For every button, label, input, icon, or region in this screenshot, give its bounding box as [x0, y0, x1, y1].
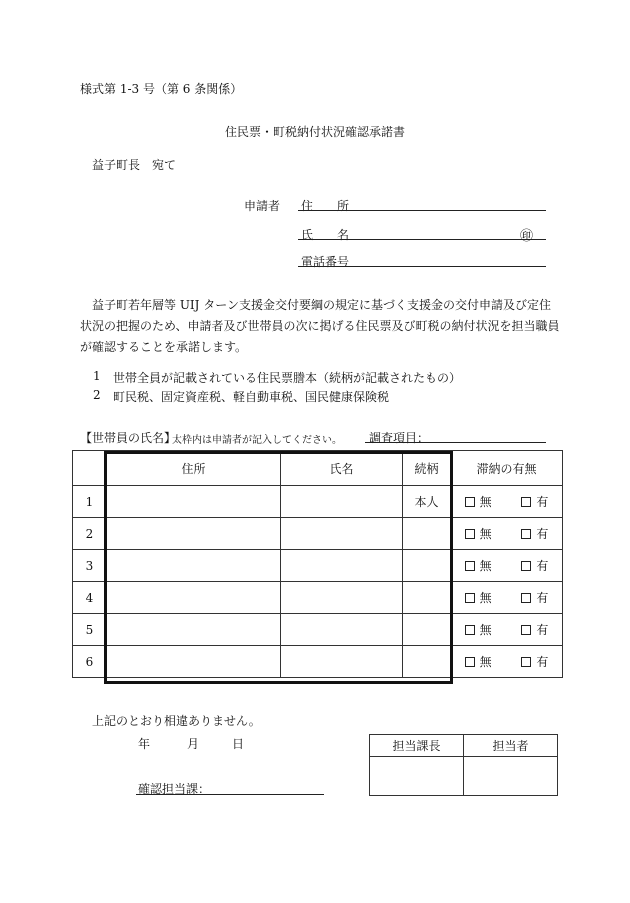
exists-label: 有 — [536, 495, 549, 509]
survey-label: 調査項目： — [369, 431, 430, 445]
relation-cell[interactable] — [403, 582, 451, 614]
name-cell[interactable] — [281, 646, 403, 678]
exists-checkbox[interactable] — [521, 657, 531, 667]
table-row — [73, 550, 563, 582]
exists-checkbox[interactable] — [521, 625, 531, 635]
applicant-label: 申請者 — [244, 199, 281, 213]
name-field[interactable] — [298, 239, 546, 240]
none-checkbox[interactable] — [465, 529, 475, 539]
address-cell[interactable] — [107, 518, 281, 550]
name-cell[interactable] — [281, 486, 403, 518]
exists-label: 有 — [536, 559, 549, 573]
address-field[interactable] — [298, 210, 546, 211]
addressee: 益子町長 宛て — [92, 158, 177, 172]
none-label: 無 — [479, 655, 492, 669]
none-checkbox[interactable] — [465, 657, 475, 667]
form-number: 様式第 1-3 号（第 6 条関係） — [80, 82, 243, 96]
none-checkbox[interactable] — [465, 561, 475, 571]
row-number: 4 — [73, 582, 107, 614]
none-label: 無 — [479, 559, 492, 573]
address-label: 住 所 — [301, 199, 350, 213]
name-cell[interactable] — [281, 550, 403, 582]
row-number: 1 — [73, 486, 107, 518]
row-number: 2 — [73, 518, 107, 550]
survey-field[interactable] — [365, 442, 546, 443]
header-name: 氏名 — [281, 451, 403, 486]
relation-cell[interactable] — [403, 550, 451, 582]
arrears-cell — [451, 550, 563, 582]
row-number: 3 — [73, 550, 107, 582]
exists-label: 有 — [536, 623, 549, 637]
table-row — [73, 614, 563, 646]
arrears-cell — [451, 646, 563, 678]
relation-cell[interactable] — [403, 518, 451, 550]
person-in-charge-stamp-cell[interactable] — [464, 757, 558, 796]
year-label: 年 — [138, 737, 151, 751]
item-1-number: 1 — [93, 369, 101, 383]
table-row — [73, 486, 563, 518]
table-header-row — [73, 451, 563, 486]
none-checkbox[interactable] — [465, 497, 475, 507]
item-2-number: 2 — [93, 388, 101, 402]
address-cell[interactable] — [107, 614, 281, 646]
consent-text: 益子町若年層等 UIJ ターン支援金交付要綱の規定に基づく支援金の交付申請及び定住状況の把握のため、申請者及び世帯員の次に掲げる住民票及び町税の納付状況を担当職員が確認することを承諾します。 — [80, 298, 560, 354]
none-label: 無 — [479, 527, 492, 541]
household-table — [72, 450, 563, 678]
household-note: 太枠内は申請者が記入してください。 — [172, 435, 342, 446]
confirmation-text: 上記のとおり相違ありません。 — [92, 714, 261, 728]
none-checkbox[interactable] — [465, 625, 475, 635]
relation-cell[interactable] — [403, 646, 451, 678]
exists-checkbox[interactable] — [521, 593, 531, 603]
header-arrears: 滞納の有無 — [451, 451, 563, 486]
confirm-dept-label: 確認担当課： — [138, 782, 211, 796]
day-label: 日 — [232, 737, 245, 751]
none-label: 無 — [479, 623, 492, 637]
exists-checkbox[interactable] — [521, 529, 531, 539]
exists-checkbox[interactable] — [521, 497, 531, 507]
exists-label: 有 — [536, 655, 549, 669]
address-cell[interactable] — [107, 582, 281, 614]
row-number: 5 — [73, 614, 107, 646]
table-row — [73, 518, 563, 550]
phone-label: 電話番号 — [301, 255, 350, 269]
arrears-cell — [451, 486, 563, 518]
address-cell[interactable] — [107, 646, 281, 678]
section-chief-header: 担当課長 — [370, 735, 464, 757]
item-1-text: 世帯全員が記載されている住民票謄本（続柄が記載されたもの） — [113, 371, 462, 385]
header-relation: 続柄 — [403, 451, 451, 486]
name-cell[interactable] — [281, 518, 403, 550]
arrears-cell — [451, 614, 563, 646]
phone-field[interactable] — [298, 266, 546, 267]
header-number-cell — [73, 451, 107, 486]
arrears-cell — [451, 518, 563, 550]
confirm-dept-field[interactable] — [136, 794, 324, 795]
address-cell[interactable] — [107, 486, 281, 518]
exists-label: 有 — [536, 527, 549, 541]
month-label: 月 — [187, 737, 200, 751]
table-row — [73, 582, 563, 614]
row-number: 6 — [73, 646, 107, 678]
seal-mark: ㊞ — [520, 229, 534, 244]
relation-cell[interactable] — [403, 614, 451, 646]
header-address: 住所 — [107, 451, 281, 486]
table-row — [73, 646, 563, 678]
page-title: 住民票・町税納付状況確認承諾書 — [224, 125, 405, 139]
none-checkbox[interactable] — [465, 593, 475, 603]
household-heading: 【世帯員の氏名】 — [80, 431, 177, 445]
address-cell[interactable] — [107, 550, 281, 582]
section-chief-stamp-cell[interactable] — [370, 757, 464, 796]
arrears-cell — [451, 582, 563, 614]
name-label: 氏 名 — [301, 228, 350, 242]
person-in-charge-header: 担当者 — [464, 735, 558, 757]
none-label: 無 — [479, 591, 492, 605]
exists-label: 有 — [536, 591, 549, 605]
relation-cell[interactable]: 本人 — [403, 486, 451, 518]
exists-checkbox[interactable] — [521, 561, 531, 571]
none-label: 無 — [479, 495, 492, 509]
item-2-text: 町民税、固定資産税、軽自動車税、国民健康保険税 — [113, 390, 390, 404]
name-cell[interactable] — [281, 614, 403, 646]
name-cell[interactable] — [281, 582, 403, 614]
approval-stamp-table — [369, 734, 558, 796]
